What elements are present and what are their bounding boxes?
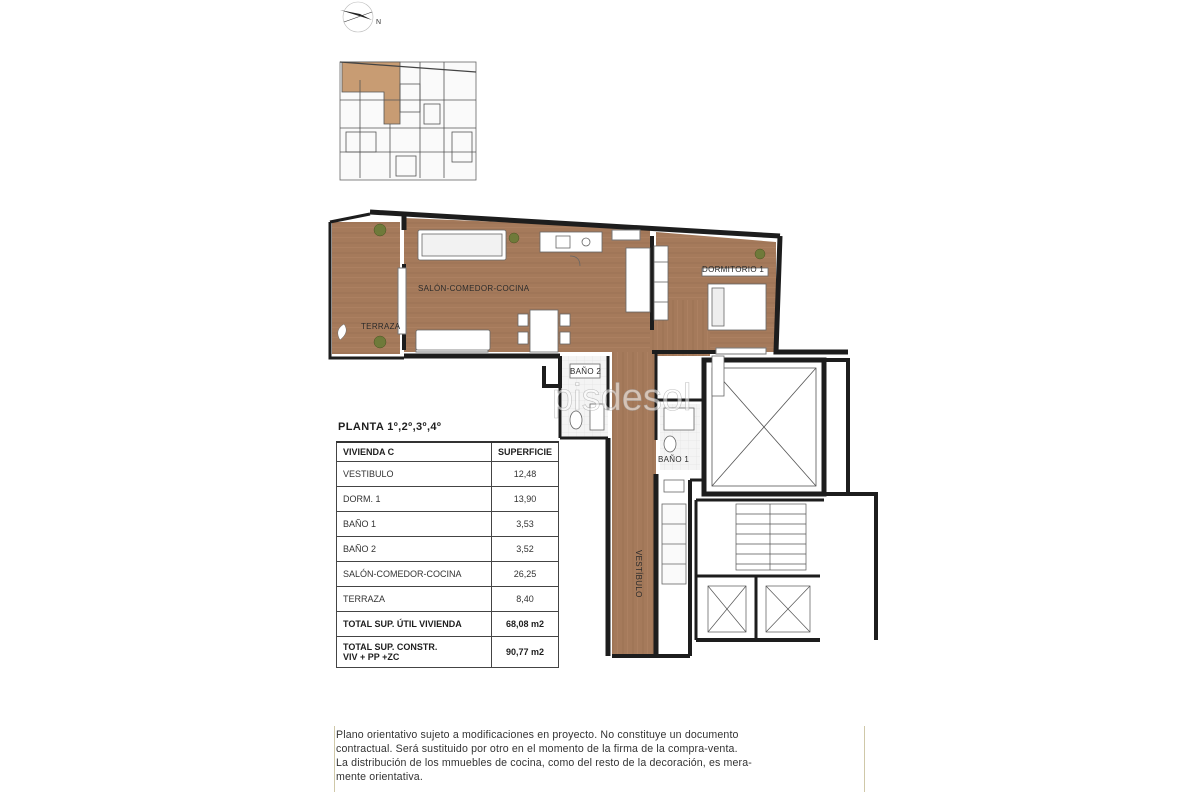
label-bano2: BAÑO 2: [570, 367, 602, 376]
disclaimer-border-right: [864, 726, 865, 792]
plan-title: PLANTA 1º,2º,3º,4º: [338, 421, 442, 433]
compass: [340, 2, 381, 32]
total-constr-row: [337, 637, 559, 668]
row-value: 3,53: [491, 512, 558, 537]
disclaimer-line: La distribución de los mmuebles de cocina, como del resto de la decoración, es mera-: [336, 757, 752, 769]
label-vestibulo: VESTÍBULO: [634, 550, 643, 598]
key-plan: [340, 62, 476, 180]
table-row: [337, 462, 559, 487]
row-value: 26,25: [491, 562, 558, 587]
total-util-name: TOTAL SUP. ÚTIL VIVIENDA: [337, 612, 492, 637]
compass-north-label: N: [376, 19, 382, 26]
disclaimer-line: contractual. Será sustituido por otro en el momento de la firma de la compra-venta.: [336, 743, 738, 755]
row-value: 8,40: [491, 587, 558, 612]
staircase: [708, 504, 810, 632]
row-value: 13,90: [491, 487, 558, 512]
label-dormitorio: DORMITORIO 1: [702, 265, 765, 274]
table-row: [337, 587, 559, 612]
table-row: [337, 562, 559, 587]
row-name: DORM. 1: [337, 487, 492, 512]
row-name: VESTIBULO: [337, 462, 492, 487]
total-util-row: [337, 612, 559, 637]
header-value: SUPERFICIE: [491, 442, 558, 462]
area-table: [336, 441, 559, 668]
table-row: [337, 487, 559, 512]
table-row: [337, 512, 559, 537]
row-value: 3,52: [491, 537, 558, 562]
header-name: VIVIENDA C: [337, 442, 492, 462]
total-constr-line1: TOTAL SUP. CONSTR.: [343, 642, 438, 652]
label-salon: SALÓN-COMEDOR-COCINA: [418, 284, 530, 293]
label-terraza: TERRAZA: [361, 322, 401, 331]
disclaimer-line: Plano orientativo sujeto a modificaciones en proyecto. No constituye un documento: [336, 729, 739, 741]
total-constr-name: [337, 637, 492, 668]
table-row: [337, 537, 559, 562]
row-name: BAÑO 2: [337, 537, 492, 562]
row-name: SALÓN-COMEDOR-COCINA: [337, 562, 492, 587]
table-header: [337, 442, 559, 462]
total-util-value: 68,08 m2: [491, 612, 558, 637]
row-name: BAÑO 1: [337, 512, 492, 537]
total-constr-value: 90,77 m2: [491, 637, 558, 668]
disclaimer-line: mente orientativa.: [336, 771, 423, 783]
row-value: 12,48: [491, 462, 558, 487]
elevator-shaft: [712, 368, 816, 486]
disclaimer: [336, 728, 864, 784]
total-constr-line2: VIV + PP +ZC: [343, 652, 400, 662]
label-bano1: BAÑO 1: [658, 455, 690, 464]
disclaimer-border-left: [334, 726, 335, 792]
row-name: TERRAZA: [337, 587, 492, 612]
watermark: pisdesol: [552, 377, 692, 419]
